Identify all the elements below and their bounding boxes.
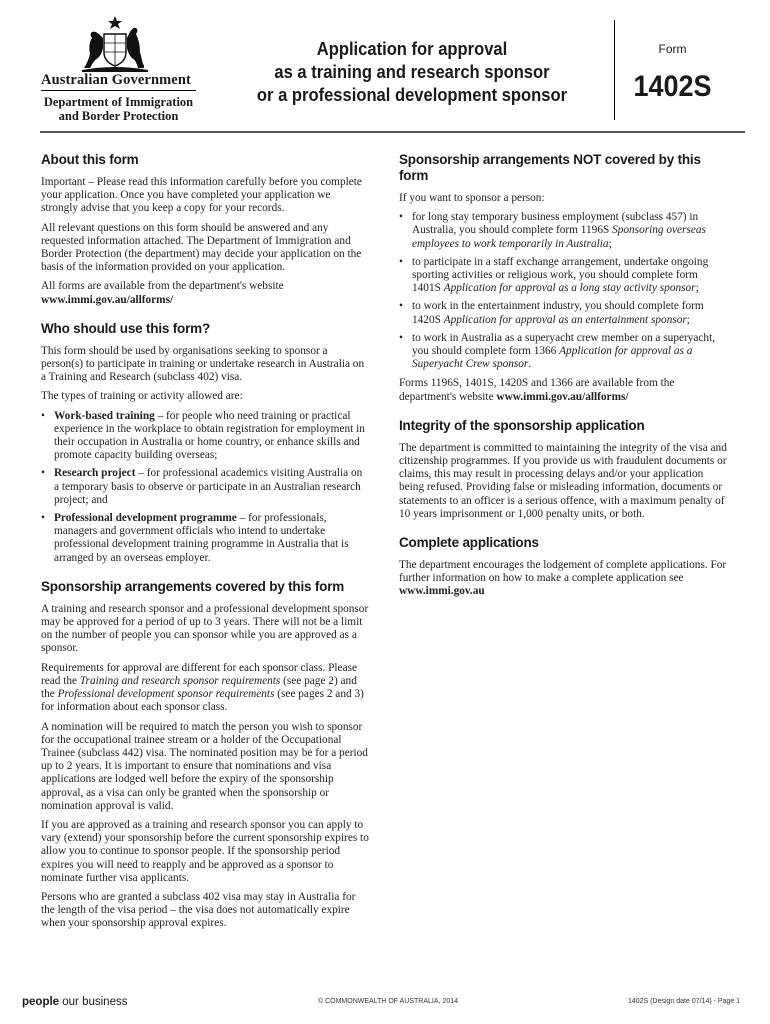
covered-paragraph-1: A training and research sponsor and a professional development sponsor may be approved for a period of up to 3 years. There will not be a limit on the number of people you can sponsor while you are approved as a sponsor. <box>41 602 369 655</box>
title-line-2: as a training and research sponsor <box>274 62 550 82</box>
bullet-icon: • <box>399 331 403 344</box>
about-forms-text: All forms are available from the department's website <box>41 280 284 293</box>
text: ; <box>686 313 690 326</box>
italic-text: Sponsoring overseas employees to work temporarily in Australia <box>412 224 706 250</box>
who-section <box>41 321 369 565</box>
not-covered-list <box>399 211 727 371</box>
list-item <box>399 300 727 326</box>
italic-text: Professional development sponsor requirements <box>57 688 275 701</box>
list-item-text: – for people who need training or practical experience in the workplace to obtain registration for employment in their occupation in Australia or home country, or enhance skills and promote capacity building overseas; <box>54 409 365 462</box>
who-heading: Who should use this form? <box>41 320 210 336</box>
list-item <box>41 512 369 565</box>
logo-divider <box>41 90 196 91</box>
about-paragraph-2: All relevant questions on this form should be answered and any requested information attached. The Department of Immigration and Border Protection (the department) may decide your application on the basis of the information provided on your application. <box>41 221 362 274</box>
text: (see pages 2 and 3) for information about each sponsor class. <box>41 688 364 714</box>
complete-section <box>399 535 727 599</box>
italic-text: Application for approval as a Superyacht Crew sponsor <box>412 345 693 371</box>
list-item-bold: Work-based training <box>54 409 155 422</box>
footer-copyright: © COMMONWEALTH OF AUSTRALIA, 2014 <box>318 998 458 1005</box>
title-line-1: Application for approval <box>316 39 508 59</box>
list-item-text: to work in Australia as a superyacht crew member on a superyacht, you should complete form 1366 <box>412 331 716 358</box>
text: Requirements for approval are different for each sponsor class. Please read the <box>41 661 357 687</box>
not-covered-section <box>399 152 727 404</box>
covered-paragraph-3: A nomination will be required to match the person you wish to sponsor for the occupational trainee stream or a holder of the Occupational Trainee (subclass 442) visa. The nominated position may be for a period up to 2 years. It is important to ensure that nominations and visa applications are lodged well before the expiry of the sponsorship approval, as a visa can only be granted when the sponsorship or nomination approval is valid. <box>41 720 368 812</box>
form-number-box <box>614 20 730 120</box>
immi-link[interactable]: www.immi.gov.au <box>399 585 485 598</box>
footer-page-number: 1402S (Design date 07/14) - Page 1 <box>628 998 741 1005</box>
list-item <box>399 332 727 372</box>
who-paragraph-2: The types of training or activity allowed are: <box>41 390 243 403</box>
complete-paragraph <box>399 559 727 599</box>
covered-heading: Sponsorship arrangements covered by this form <box>41 578 345 594</box>
bullet-icon: • <box>41 512 45 525</box>
italic-text: Training and research sponsor requirements <box>79 674 281 687</box>
covered-paragraph-5: Persons who are granted a subclass 402 visa may stay in Australia for the length of the visa period – the visa does not automatically expire when your sponsorship approval expires. <box>41 890 356 930</box>
list-item <box>41 410 369 463</box>
header-divider <box>40 131 745 133</box>
activity-types-list <box>41 410 369 565</box>
not-covered-heading: Sponsorship arrangements NOT covered by this form <box>399 152 701 183</box>
coat-of-arms-logo <box>76 14 154 74</box>
about-section <box>41 152 369 307</box>
list-item-text: – for professional academics visiting Australia on a temporary basis to observe or participate in an Australian research project; and <box>54 467 363 506</box>
covered-paragraph-4: If you are approved as a training and research sponsor you can apply to vary (extend) your sponsorship before the current sponsorship expires to allow you to continue to sponsor people. If the sponsorship period expires you will need to reapply and be approved as a sponsor to nominate further visa applicants. <box>41 818 369 884</box>
forms-availability <box>399 377 727 403</box>
department-line-2: and Border Protection <box>58 109 179 123</box>
text: ; <box>695 282 699 295</box>
list-item-text: for long stay temporary business employment (subclass 457) in Australia, you should complete form 1196S <box>412 211 699 237</box>
text: Forms 1196S, 1401S, 1420S and 1366 are available from the department's website <box>399 377 675 403</box>
about-heading: About this form <box>41 152 139 167</box>
list-item-text: to work in the entertainment industry, you should complete form 1420S <box>412 300 704 326</box>
list-item <box>399 211 727 251</box>
list-item-bold: Professional development programme <box>54 512 237 525</box>
left-column <box>41 152 369 945</box>
bullet-icon: • <box>399 211 403 224</box>
integrity-heading: Integrity of the sponsorship application <box>399 417 645 433</box>
list-item <box>399 256 727 296</box>
about-paragraph-1: Important – Please read this information carefully before you complete your application. Once you have completed your application we strongly advise that you keep a copy for your records. <box>41 176 362 215</box>
covered-paragraph-2 <box>41 662 369 715</box>
list-item-text: – for professionals, managers and government officials who intend to undertake professional development training programme in Australia that is arranged by an overseas employer. <box>54 512 349 564</box>
brand-rest: our business <box>59 996 128 1008</box>
text: ; <box>608 237 612 250</box>
footer-brand <box>22 996 127 1008</box>
bullet-icon: • <box>399 255 403 268</box>
brand-bold: people <box>22 996 60 1008</box>
bullet-icon: • <box>399 300 403 313</box>
covered-section <box>41 579 369 931</box>
complete-heading: Complete applications <box>399 535 539 551</box>
list-item <box>41 467 369 507</box>
list-item-text: to participate in a staff exchange arrangement, undertake ongoing sporting activities or religious work, you should complete form 1401S <box>412 255 709 295</box>
allforms-link[interactable]: www.immi.gov.au/allforms/ <box>41 293 174 306</box>
form-number: 1402S <box>633 70 712 103</box>
text: . <box>528 358 532 371</box>
form-title <box>246 38 577 107</box>
italic-text: Application for approval as a long stay activity sponsor <box>443 282 696 295</box>
integrity-paragraph: The department is committed to maintaining the integrity of the visa and citizenship programmes. If you provide us with fraudulent documents or claims, this may result in processing delays and/or your application being refused. Providing false or misleading information, documents or statements to an officer is a serious offence, with a maximum penalty of 10 years imprisonment or 1,000 penalty units, or both. <box>399 441 727 520</box>
list-item-bold: Research project <box>54 467 136 480</box>
government-name: Australian Government <box>41 72 191 88</box>
bullet-icon: • <box>41 467 45 480</box>
bullet-icon: • <box>41 409 45 422</box>
about-paragraph-3 <box>41 280 369 306</box>
department-line-1: Department of Immigration <box>43 95 194 109</box>
who-paragraph-1: This form should be used by organisations seeking to sponsor a person(s) to participate in training or undertake research in Australia on a Training and Research (subclass 402) visa. <box>41 344 365 384</box>
integrity-section <box>399 418 727 521</box>
form-label: Form <box>658 42 687 56</box>
right-column <box>399 152 727 613</box>
not-covered-intro: If you want to sponsor a person: <box>399 192 545 204</box>
department-name <box>41 95 196 123</box>
text: The department encourages the lodgement of complete applications. For further information on how to make a complete application see <box>399 559 727 585</box>
italic-text: Application for approval as an entertainment sponsor <box>443 313 687 326</box>
text: (see page 2) and the <box>41 674 357 701</box>
title-line-3: or a professional development sponsor <box>256 85 568 105</box>
allforms-link[interactable]: www.immi.gov.au/allforms/ <box>496 390 629 403</box>
